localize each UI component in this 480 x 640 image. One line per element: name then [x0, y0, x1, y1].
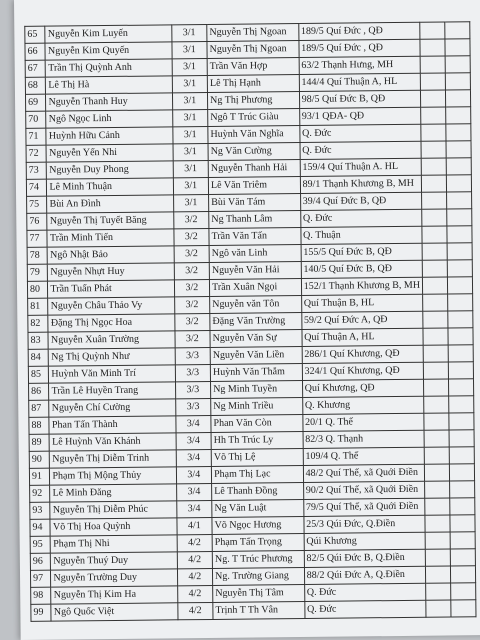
- row-number: 87: [29, 400, 50, 417]
- class-cell: 3/2: [173, 211, 209, 228]
- parent-name: Ng. T Trúc Phương: [212, 550, 304, 568]
- class-cell: 3/1: [171, 41, 207, 58]
- parent-name: Nguyễn Thanh Hải: [208, 160, 300, 178]
- class-cell: 3/4: [176, 500, 212, 517]
- parent-name: Ngô T Trúc Giàu: [208, 109, 300, 127]
- address-cell: 20/1 Q. Thế: [303, 413, 425, 431]
- student-name: Nguyễn Thanh Huy: [46, 93, 172, 111]
- empty-cell: [425, 464, 450, 481]
- empty-cell: [448, 294, 473, 311]
- empty-cell: [426, 566, 451, 583]
- student-name: Võ Thị Hoa Quỳnh: [50, 518, 176, 536]
- parent-name: Ng Minh Tuyền: [211, 381, 303, 399]
- empty-cell: [449, 430, 474, 447]
- row-number: 68: [25, 77, 46, 94]
- class-cell: 3/4: [175, 415, 211, 432]
- empty-cell: [421, 141, 446, 158]
- address-cell: 59/2 Quí Đức A, QĐ: [301, 311, 423, 329]
- student-name: Nguyễn Thị Diễm Phúc: [50, 501, 176, 519]
- student-name: Bùi An Đình: [47, 195, 173, 213]
- class-cell: 3/1: [173, 177, 209, 194]
- class-cell: 3/2: [174, 262, 210, 279]
- parent-name: Phạm Tấn Trọng: [212, 533, 304, 551]
- class-cell: 3/2: [174, 245, 210, 262]
- address-cell: 93/1 QĐA- QĐ: [299, 107, 421, 125]
- student-name: Nguyễn Châu Thảo Vy: [48, 297, 174, 315]
- address-cell: 109/4 Q. Thế: [303, 447, 425, 465]
- row-number: 67: [25, 60, 46, 77]
- empty-cell: [424, 362, 449, 379]
- empty-cell: [426, 600, 451, 617]
- empty-cell: [422, 192, 447, 209]
- address-cell: Q. Đức: [304, 600, 426, 618]
- empty-cell: [424, 396, 449, 413]
- address-cell: 89/1 Thạnh Khương B, MH: [300, 175, 422, 193]
- row-number: 94: [30, 519, 51, 536]
- class-cell: 3/3: [175, 398, 211, 415]
- address-cell: 286/1 Quí Khương, QĐ: [302, 345, 424, 363]
- address-cell: Qúi Khương: [304, 532, 426, 550]
- class-cell: 3/1: [172, 126, 208, 143]
- address-cell: 189/5 Quí Đức , QĐ: [299, 39, 421, 57]
- class-cell: 3/3: [175, 381, 211, 398]
- row-number: 86: [29, 383, 50, 400]
- parent-name: Trần Văn Tấn: [209, 228, 301, 246]
- parent-name: Ngô văn Linh: [209, 245, 301, 263]
- class-cell: 3/2: [174, 296, 210, 313]
- empty-cell: [425, 498, 450, 515]
- class-cell: 4/2: [177, 551, 213, 568]
- address-cell: 82/3 Q. Thạnh: [303, 430, 425, 448]
- parent-name: Phan Văn Còn: [211, 415, 303, 433]
- class-cell: 3/1: [172, 92, 208, 109]
- empty-cell: [448, 345, 473, 362]
- address-cell: Quí Khương, QĐ: [302, 379, 424, 397]
- row-number: 92: [30, 485, 51, 502]
- address-cell: 48/2 Quí Thế, xã Quới Điền: [303, 464, 425, 482]
- empty-cell: [448, 277, 473, 294]
- empty-cell: [450, 515, 475, 532]
- empty-cell: [423, 311, 448, 328]
- parent-name: Lê Văn Triêm: [208, 177, 300, 195]
- row-number: 91: [29, 468, 50, 485]
- student-name: Phạm Thị Nhi: [51, 535, 177, 553]
- student-name: Nguyễn Chí Cường: [49, 399, 175, 417]
- row-number: 73: [26, 162, 47, 179]
- student-name: Lê Minh Thuận: [47, 178, 173, 196]
- empty-cell: [445, 39, 470, 56]
- row-number: 99: [31, 604, 52, 621]
- row-number: 78: [27, 247, 48, 264]
- parent-name: Nguyễn Thị Ngoan: [207, 24, 299, 42]
- parent-name: Lê Thị Hạnh: [207, 75, 299, 93]
- empty-cell: [424, 413, 449, 430]
- address-cell: 140/5 Quí Đức B, QĐ: [301, 260, 423, 278]
- student-name: Nguyễn Thị Tuyết Băng: [47, 212, 173, 230]
- parent-name: Ng Văn Luật: [212, 499, 304, 517]
- class-cell: 3/2: [174, 313, 210, 330]
- empty-cell: [421, 90, 446, 107]
- class-cell: 3/2: [174, 279, 210, 296]
- parent-name: Trần Văn Hợp: [207, 58, 299, 76]
- address-cell: Q. Đức: [300, 141, 422, 159]
- empty-cell: [424, 430, 449, 447]
- parent-name: Trần Xuân Ngọi: [210, 279, 302, 297]
- class-cell: 3/3: [175, 347, 211, 364]
- empty-cell: [447, 192, 472, 209]
- row-number: 84: [28, 349, 49, 366]
- student-name: Trần Minh Tiến: [47, 229, 173, 247]
- row-number: 93: [30, 502, 51, 519]
- empty-cell: [445, 73, 470, 90]
- empty-cell: [451, 600, 476, 617]
- student-name: Phạm Thị Mộng Thủy: [50, 467, 176, 485]
- student-name: Huỳnh Hữu Cảnh: [46, 127, 172, 145]
- student-name: Nguyễn Thị Kim Ha: [51, 586, 177, 604]
- empty-cell: [423, 328, 448, 345]
- empty-cell: [422, 158, 447, 175]
- student-table: [24, 21, 476, 622]
- row-number: 80: [27, 281, 48, 298]
- address-cell: 155/5 Quí Đức B, QĐ: [301, 243, 423, 261]
- class-cell: 3/4: [176, 466, 212, 483]
- parent-name: Ng Thị Phương: [208, 92, 300, 110]
- empty-cell: [422, 226, 447, 243]
- address-cell: 159/4 Quí Thuận A. HL: [300, 158, 422, 176]
- empty-cell: [420, 22, 445, 39]
- row-number: 70: [26, 111, 47, 128]
- empty-cell: [425, 481, 450, 498]
- student-name: Nguyễn Kim Luyến: [45, 25, 171, 43]
- student-name: Nguyễn Trường Duy: [51, 569, 177, 587]
- empty-cell: [449, 447, 474, 464]
- empty-cell: [425, 447, 450, 464]
- address-cell: Q. Đức: [299, 124, 421, 142]
- parent-name: Huỳnh Văn Nghĩa: [208, 126, 300, 144]
- class-cell: 3/4: [176, 483, 212, 500]
- address-cell: 88/2 Qúi Đức A, Q.Điền: [304, 566, 426, 584]
- address-cell: Quí Thuận B, HL: [301, 294, 423, 312]
- address-cell: Q. Đức: [304, 583, 426, 601]
- empty-cell: [423, 260, 448, 277]
- class-cell: 4/2: [177, 568, 213, 585]
- empty-cell: [446, 141, 471, 158]
- parent-name: Nguyễn Văn Liền: [210, 347, 302, 365]
- row-number: 81: [28, 298, 49, 315]
- empty-cell: [422, 175, 447, 192]
- row-number: 96: [30, 553, 51, 570]
- student-name: Nguyễn Kim Quyến: [45, 42, 171, 60]
- parent-name: Ng. Trường Giang: [213, 567, 305, 585]
- row-number: 69: [25, 94, 46, 111]
- empty-cell: [447, 209, 472, 226]
- empty-cell: [447, 226, 472, 243]
- row-number: 90: [29, 451, 50, 468]
- class-cell: 4/2: [177, 585, 213, 602]
- class-cell: 3/4: [176, 432, 212, 449]
- empty-cell: [423, 294, 448, 311]
- student-name: Nguyễn Duy Phong: [47, 161, 173, 179]
- student-name: Nguyễn Nhựt Huy: [48, 263, 174, 281]
- row-number: 75: [27, 196, 48, 213]
- student-name: Ngô Nhật Bảo: [48, 246, 174, 264]
- student-name: Ng Thị Quỳnh Như: [49, 348, 175, 366]
- row-number: 98: [31, 587, 52, 604]
- parent-name: Võ Thị Lệ: [211, 448, 303, 466]
- row-number: 97: [30, 570, 51, 587]
- address-cell: 144/4 Quí Thuận A, HL: [299, 73, 421, 91]
- document-page: [14, 0, 480, 640]
- student-name: Lê Minh Đăng: [50, 484, 176, 502]
- parent-name: Nguyễn Thị Ngoan: [207, 41, 299, 59]
- parent-name: Đặng Văn Trường: [210, 313, 302, 331]
- address-cell: 98/5 Quí Đức B, QĐ: [299, 90, 421, 108]
- address-cell: Q. Khương: [302, 396, 424, 414]
- class-cell: 3/2: [175, 330, 211, 347]
- empty-cell: [445, 22, 470, 39]
- empty-cell: [422, 243, 447, 260]
- student-name: Nguyễn Yến Nhi: [46, 144, 172, 162]
- row-number: 76: [27, 213, 48, 230]
- parent-name: Nguyễn Thị Tâm: [213, 584, 305, 602]
- student-name: Ngô Ngọc Linh: [46, 110, 172, 128]
- empty-cell: [449, 362, 474, 379]
- empty-cell: [451, 583, 476, 600]
- row-number: 88: [29, 417, 50, 434]
- empty-cell: [421, 124, 446, 141]
- empty-cell: [450, 498, 475, 515]
- address-cell: 25/3 Qúi Đức, Q.Điền: [304, 515, 426, 533]
- empty-cell: [446, 158, 471, 175]
- empty-cell: [423, 277, 448, 294]
- address-cell: 152/1 Thạnh Khương B, MH: [301, 277, 423, 295]
- empty-cell: [426, 532, 451, 549]
- parent-name: Phạm Thị Lạc: [211, 465, 303, 483]
- parent-name: Trịnh T Th Vân: [213, 601, 305, 619]
- empty-cell: [450, 481, 475, 498]
- row-number: 89: [29, 434, 50, 451]
- empty-cell: [421, 73, 446, 90]
- student-name: Ngô Quốc Việt: [51, 603, 177, 621]
- row-number: 79: [27, 264, 48, 281]
- student-name: Trần Lê Huyền Trang: [49, 382, 175, 400]
- empty-cell: [449, 379, 474, 396]
- empty-cell: [447, 243, 472, 260]
- row-number: 72: [26, 145, 47, 162]
- row-number: 85: [28, 366, 49, 383]
- empty-cell: [421, 56, 446, 73]
- class-cell: 3/1: [173, 143, 209, 160]
- address-cell: 90/2 Quí Thế, xã Quới Điền: [303, 481, 425, 499]
- class-cell: 3/1: [172, 75, 208, 92]
- parent-name: Lê Thanh Đồng: [212, 482, 304, 500]
- parent-name: Nguyễn Văn Hải: [209, 262, 301, 280]
- address-cell: 82/5 Qúi Đức B, Q.Điền: [304, 549, 426, 567]
- empty-cell: [446, 107, 471, 124]
- empty-cell: [450, 532, 475, 549]
- parent-name: Ng Thanh Lâm: [209, 211, 301, 229]
- empty-cell: [446, 124, 471, 141]
- parent-name: Võ Ngọc Hương: [212, 516, 304, 534]
- row-number: 74: [26, 179, 47, 196]
- student-name: Phan Tấn Thành: [49, 416, 175, 434]
- class-cell: 4/2: [177, 602, 213, 619]
- empty-cell: [449, 413, 474, 430]
- class-cell: 3/1: [172, 58, 208, 75]
- address-cell: 324/1 Quí Khương, QĐ: [302, 362, 424, 380]
- student-name: Trần Thị Quỳnh Anh: [46, 59, 172, 77]
- empty-cell: [446, 90, 471, 107]
- empty-cell: [425, 515, 450, 532]
- student-name: Lê Huỳnh Văn Khánh: [50, 433, 176, 451]
- empty-cell: [445, 56, 470, 73]
- address-cell: 189/5 Quí Đức , QĐ: [298, 22, 420, 40]
- parent-name: Nguyễn Văn Sự: [210, 330, 302, 348]
- empty-cell: [447, 175, 472, 192]
- empty-cell: [424, 379, 449, 396]
- row-number: 83: [28, 332, 49, 349]
- class-cell: 3/3: [175, 364, 211, 381]
- row-number: 66: [25, 43, 46, 60]
- class-cell: 3/1: [171, 24, 207, 41]
- student-name: Nguyễn Thuý Duy: [51, 552, 177, 570]
- parent-name: Hh Th Trúc Ly: [211, 432, 303, 450]
- address-cell: Q. Thuận: [301, 226, 423, 244]
- empty-cell: [426, 549, 451, 566]
- student-name: Trần Tuấn Phát: [48, 280, 174, 298]
- class-cell: 3/4: [176, 449, 212, 466]
- parent-name: Ng Minh Triều: [211, 398, 303, 416]
- row-number: 77: [27, 230, 48, 247]
- empty-cell: [424, 345, 449, 362]
- empty-cell: [451, 566, 476, 583]
- address-cell: Q. Đức: [300, 209, 422, 227]
- empty-cell: [450, 464, 475, 481]
- parent-name: Nguyễn văn Tôn: [210, 296, 302, 314]
- empty-cell: [426, 583, 451, 600]
- address-cell: Quí Thuận A, HL: [302, 328, 424, 346]
- student-name: Lê Thị Hà: [46, 76, 172, 94]
- class-cell: 3/1: [172, 109, 208, 126]
- class-cell: 4/2: [177, 534, 213, 551]
- empty-cell: [420, 39, 445, 56]
- class-cell: 3/1: [173, 194, 209, 211]
- class-cell: 4/1: [176, 517, 212, 534]
- row-number: 71: [26, 128, 47, 145]
- address-cell: 63/2 Thạnh Hưng, MH: [299, 56, 421, 74]
- address-cell: 39/4 Quí Đức B, QĐ: [300, 192, 422, 210]
- student-name: Nguyễn Thị Diễm Trinh: [50, 450, 176, 468]
- row-number: 82: [28, 315, 49, 332]
- empty-cell: [422, 209, 447, 226]
- class-cell: 3/2: [173, 228, 209, 245]
- student-name: Nguyễn Xuân Trường: [48, 331, 174, 349]
- parent-name: Bùi Văn Tám: [209, 194, 301, 212]
- empty-cell: [448, 328, 473, 345]
- empty-cell: [448, 311, 473, 328]
- empty-cell: [447, 260, 472, 277]
- student-name: Đặng Thị Ngọc Hoa: [48, 314, 174, 332]
- class-cell: 3/1: [173, 160, 209, 177]
- parent-name: Ng Văn Cường: [208, 143, 300, 161]
- student-name: Huỳnh Văn Minh Trí: [49, 365, 175, 383]
- row-number: 95: [30, 536, 51, 553]
- table-body: [25, 22, 476, 622]
- empty-cell: [449, 396, 474, 413]
- empty-cell: [421, 107, 446, 124]
- address-cell: 79/5 Quí Thế, xã Quới Điền: [303, 498, 425, 516]
- parent-name: Huỳnh Văn Thắm: [210, 364, 302, 382]
- empty-cell: [450, 549, 475, 566]
- row-number: 65: [25, 26, 46, 43]
